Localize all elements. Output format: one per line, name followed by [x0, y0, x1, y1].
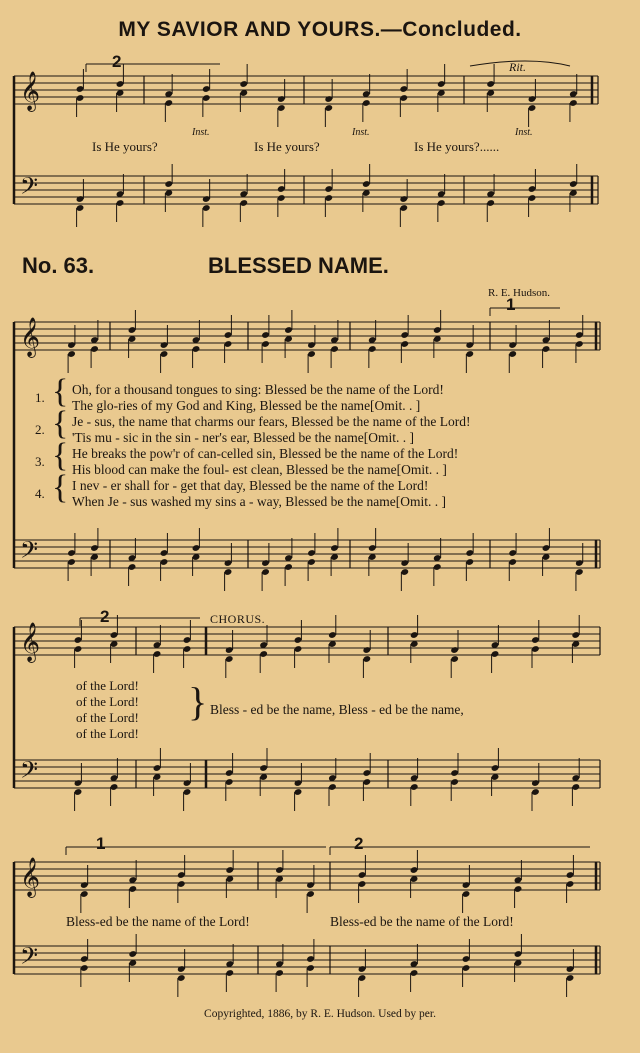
rit-mark: Rit. — [509, 60, 526, 74]
inst-mark: Inst. — [352, 127, 370, 138]
lyric-line: Bless-ed be the name of the Lord! — [330, 914, 514, 929]
ending-number: 2 — [354, 834, 364, 853]
verse-number: 1. — [35, 390, 45, 405]
treble-clef: 𝄞 — [20, 317, 41, 357]
chorus-brace: } — [188, 679, 208, 724]
copyright-footer: Copyrighted, 1886, by R. E. Hudson. Used by per. — [204, 1008, 436, 1020]
bass-clef: 𝄢 — [20, 942, 39, 975]
chorus-lyric: Bless - ed be the name, Bless - ed be the name, — [210, 702, 464, 717]
bass-clef: 𝄢 — [20, 172, 39, 205]
inst-mark: Inst. — [515, 127, 533, 138]
lyric-line: of the Lord! — [76, 694, 139, 709]
continued-title: MY SAVIOR AND YOURS.—Concluded. — [118, 18, 522, 41]
treble-clef: 𝄞 — [20, 857, 41, 897]
lyric-line: of the Lord! — [76, 726, 139, 741]
verse-line: He breaks the pow'r of can-celled sin, Blessed be the name of the Lord! — [72, 446, 459, 461]
verse-line: The glo-ries of my God and King, Blessed be the name[Omit. . ] — [72, 398, 421, 413]
verse-line: When Je - sus washed my sins a - way, Blessed be the name[Omit. . ] — [72, 494, 447, 509]
composer-credit: R. E. Hudson. — [488, 287, 551, 299]
verse-line: Je - sus, the name that charms our fears, Blessed be the name of the Lord! — [72, 414, 471, 429]
lyric-line: Bless-ed be the name of the Lord! — [66, 914, 250, 929]
hymn-number: No. 63. — [22, 253, 95, 278]
treble-clef: 𝄞 — [20, 622, 41, 662]
verse-number: 4. — [35, 486, 45, 501]
verse-number: 3. — [35, 454, 45, 469]
hymn-title: BLESSED NAME. — [208, 253, 389, 278]
verse-brace: { — [52, 469, 69, 506]
verse-brace: { — [52, 373, 69, 410]
verse-line: 'Tis mu - sic in the sin - ner's ear, Blessed be the name[Omit. . ] — [72, 430, 415, 445]
ending-number: 2 — [100, 607, 110, 626]
lyric-line: Is He yours?...... — [414, 139, 500, 154]
lyric-line: of the Lord! — [76, 678, 139, 693]
ending-number: 1 — [96, 834, 106, 853]
verse-brace: { — [52, 437, 69, 474]
verse-brace: { — [52, 405, 69, 442]
treble-clef: 𝄞 — [20, 71, 41, 111]
ending-number: 1 — [506, 295, 516, 314]
bass-clef: 𝄢 — [20, 756, 39, 789]
ending-number: 2 — [112, 52, 122, 71]
lyric-line: of the Lord! — [76, 710, 139, 725]
bass-clef: 𝄢 — [20, 536, 39, 569]
verse-line: Oh, for a thousand tongues to sing: Blessed be the name of the Lord! — [72, 382, 444, 397]
lyric-line: Is He yours? — [92, 139, 158, 154]
chorus-label: CHORUS. — [210, 612, 266, 626]
verse-line: I nev - er shall for - get that day, Blessed be the name of the Lord! — [72, 478, 429, 493]
verse-number: 2. — [35, 422, 45, 437]
lyric-line: Is He yours? — [254, 139, 320, 154]
inst-mark: Inst. — [192, 127, 210, 138]
verse-line: His blood can make the foul- est clean, Blessed be the name[Omit. . ] — [72, 462, 447, 477]
